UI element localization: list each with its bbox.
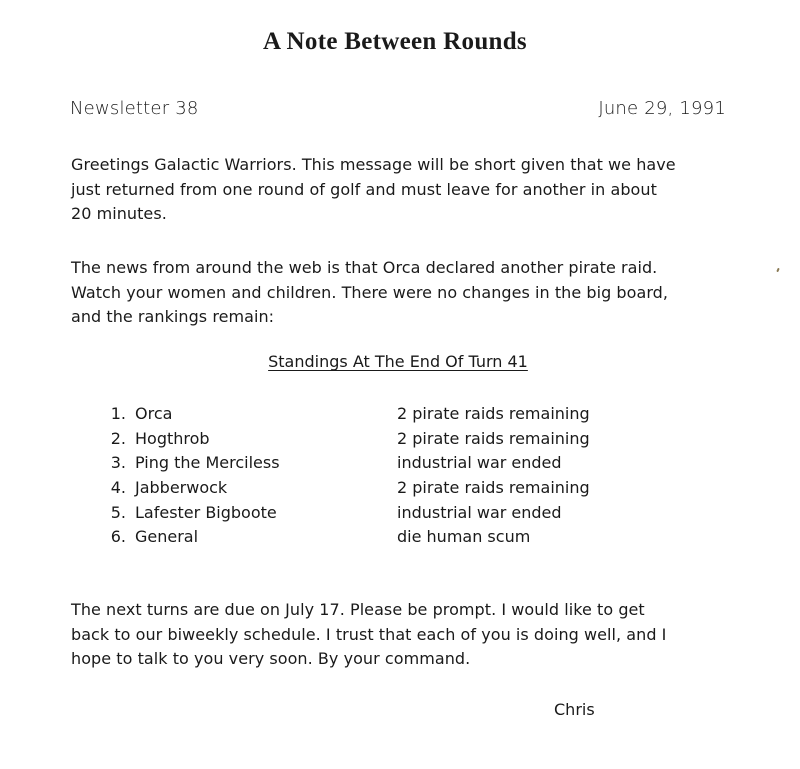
player-name: Ping the Merciless (135, 453, 280, 473)
paragraph-line: back to our biweekly schedule. I trust that each of you is doing well, and I (71, 624, 667, 644)
standings-row (96, 401, 656, 426)
player-status: industrial war ended (397, 502, 562, 522)
paragraph-line: 20 minutes. (71, 204, 167, 223)
paragraph-line: just returned from one round of golf and must leave for another in about (71, 179, 657, 199)
player-name: Orca (135, 403, 173, 423)
rank-number: 4. (110, 477, 126, 497)
greeting-paragraph (71, 153, 731, 227)
paragraph-line: The news from around the web is that Orca declared another pirate raid. (71, 258, 658, 277)
player-name: Lafester Bigboote (135, 502, 277, 522)
paragraph-line: and the rankings remain: (71, 307, 275, 326)
standings-row (96, 500, 656, 525)
closing-paragraph (71, 598, 731, 672)
player-name: General (135, 527, 199, 547)
signature: Chris (554, 700, 595, 719)
paragraph-line: hope to talk to you very soon. By your command. (71, 649, 471, 668)
news-paragraph (71, 256, 731, 330)
player-status: 2 pirate raids remaining (397, 403, 590, 423)
rank-number: 3. (110, 453, 126, 473)
player-status: die human scum (397, 527, 531, 547)
paragraph-line: Greetings Galactic Warriors. This message will be short given that we have (71, 155, 676, 174)
scan-speck (776, 268, 780, 272)
header-meta-row (70, 98, 726, 119)
newsletter-number: Newsletter 38 (70, 98, 199, 119)
standings-heading: Standings At The End Of Turn 41 (268, 352, 528, 371)
paragraph-line: The next turns are due on July 17. Please be prompt. I would like to get (71, 600, 645, 619)
player-name: Jabberwock (135, 477, 228, 497)
rank-number: 5. (110, 502, 126, 522)
standings-row (96, 450, 656, 475)
standings-list (96, 401, 656, 549)
newsletter-date: June 29, 1991 (598, 98, 726, 119)
paragraph-line: Watch your women and children. There were no changes in the big board, (71, 282, 669, 302)
rank-number: 1. (110, 403, 126, 423)
standings-row (96, 475, 656, 500)
player-name: Hogthrob (135, 428, 210, 448)
page-title: A Note Between Rounds (263, 28, 527, 55)
player-status: 2 pirate raids remaining (397, 428, 590, 448)
standings-row (96, 524, 656, 549)
standings-row (96, 426, 656, 451)
player-status: industrial war ended (397, 453, 562, 473)
rank-number: 2. (110, 428, 126, 448)
rank-number: 6. (110, 527, 126, 547)
player-status: 2 pirate raids remaining (397, 477, 590, 497)
